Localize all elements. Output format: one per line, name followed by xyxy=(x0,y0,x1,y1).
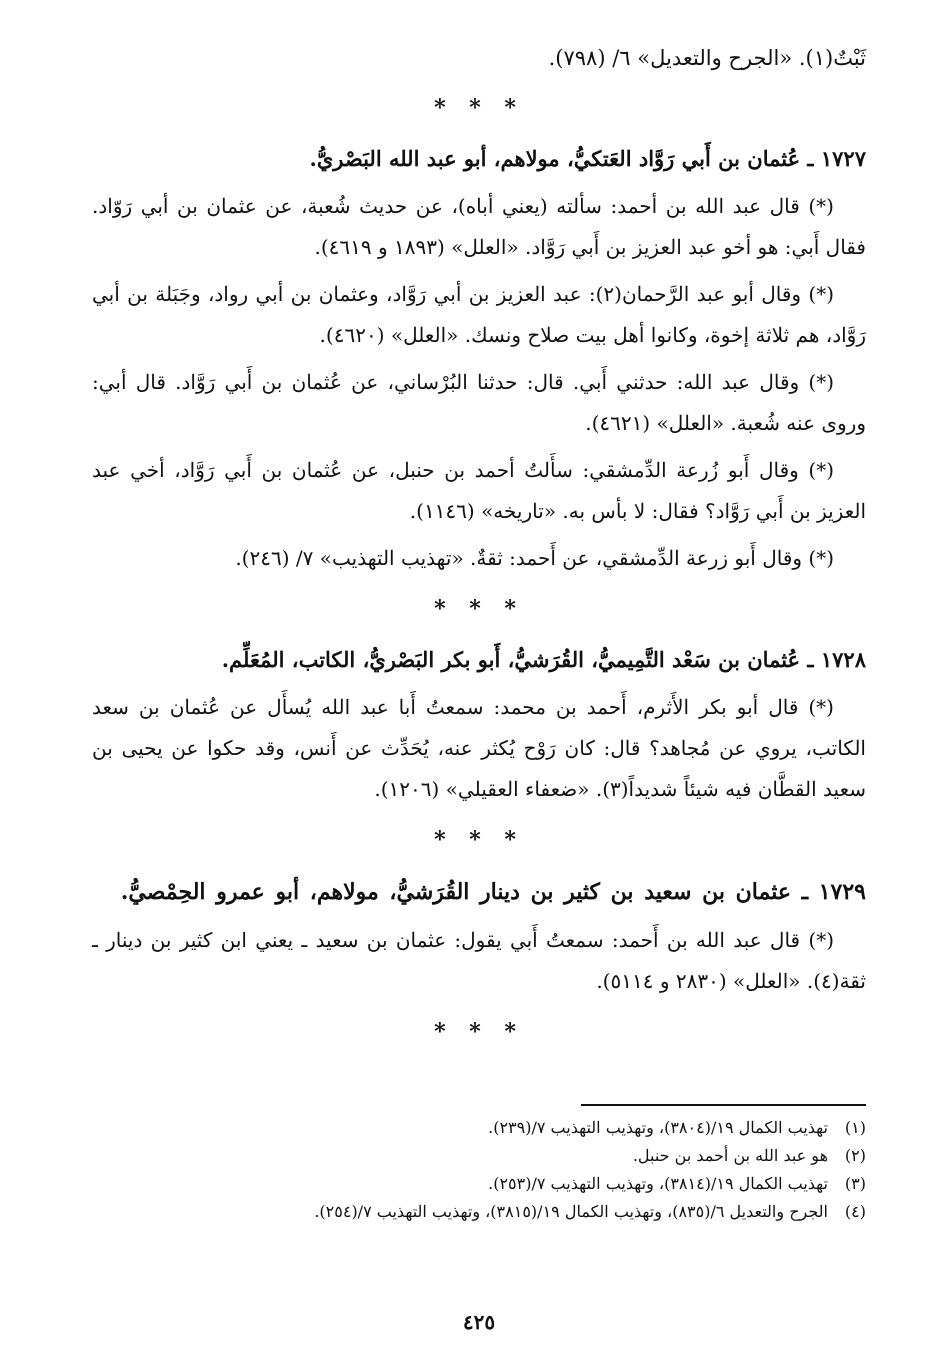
entry-paragraph: (*) وقال أَبو زرعة الدِّمشقي، عن أَحمد: ثقةٌ. «تهذيب التهذيب» ٧/ (٢٤٦). xyxy=(235,546,834,570)
page-number: ٤٢٥ xyxy=(462,1310,496,1334)
continuation-line: ثَبْتٌ(١). «الجرح والتعديل» ٦/ (٧٩٨). xyxy=(548,46,866,70)
entry-heading: ١٧٢٨ ـ عُثمان بن سَعْد التَّمِيميُّ، القُرَشيُّ، أَبو بكر البَصْريُّ، الكاتب، المُعَلِّم. xyxy=(221,647,866,672)
footnote-text: هو عبد الله بن أحمد بن حنبل. xyxy=(632,1146,828,1165)
entry-paragraph: (*) قال أبو بكر الأَثرم، أَحمد بن محمد: سمعتُ أَبا عبد الله يُسأَل عن عُثمان بن سعد الكاتب، يروي عن مُجاهد؟ قال: كان رَوْح يُكثر عنه، يُحَدِّث عن أَنس، وقد حكوا عن يحيى بن سعيد القطَّان فيه شيئاً شديداً(٣). «ضعفاء العقيلي» (١٢٠٦). xyxy=(92,695,866,801)
entry-paragraph: (*) وقال عبد الله: حدثني أَبي. قال: حدثنا البُرْساني، عن عُثمان بن أَبي رَوَّاد. قال أبي: وروى عنه شُعبة. «العلل» (٤٦٢١). xyxy=(92,370,866,435)
footnote-number: (٢) xyxy=(844,1146,866,1165)
footnote-text: الجرح والتعديل ٦/(٨٣٥)، وتهذيب الكمال ١٩/(٣٨١٥)، وتهذيب التهذيب ٧/(٢٥٤). xyxy=(314,1202,828,1221)
footnote xyxy=(92,1170,866,1198)
footnote xyxy=(92,1114,866,1142)
entry-1728 xyxy=(92,639,866,810)
footnote xyxy=(92,1142,866,1170)
entry-heading: ١٧٢٩ ـ عثمان بن سعيد بن كثير بن دينار القُرَشيُّ، مولاهم، أبو عمرو الحِمْصيُّ. xyxy=(120,879,866,905)
entry-1729 xyxy=(92,870,866,1002)
footnote-text: تهذيب الكمال ١٩/(٣٨٠٤)، وتهذيب التهذيب ٧/(٢٣٩). xyxy=(488,1118,828,1137)
entry-paragraph: (*) وقال أبو عبد الرَّحمان(٢): عبد العزيز بن أبي رَوَّاد، وعثمان بن أبي رواد، وجَبَلة بن أبي رَوَّاد، هم ثلاثة إخوة، وكانوا أهل بيت صلاح ونسك. «العلل» (٤٦٢٠). xyxy=(92,282,866,347)
entry-heading: ١٧٢٧ ـ عُثمان بن أَبي رَوَّاد العَتكيُّ، مولاهم، أبو عبد الله البَصْريُّ. xyxy=(309,146,866,171)
footnote-number: (٣) xyxy=(844,1174,866,1193)
section-separator: * * * xyxy=(434,95,524,121)
section-separator: * * * xyxy=(434,1019,524,1045)
footnote-number: (٤) xyxy=(844,1202,866,1221)
book-page xyxy=(92,38,866,1360)
entry-1727 xyxy=(92,138,866,579)
footnote xyxy=(92,1198,866,1226)
section-separator: * * * xyxy=(434,827,524,853)
entry-paragraph: (*) وقال أَبو زُرعة الدِّمشقي: سأَلتُ أحمد بن حنبل، عن عُثمان بن أَبي رَوَّاد، أخي عبد العزيز بن أَبي رَوَّاد؟ فقال: لا بأس به. «تاريخه» (١١٤٦). xyxy=(92,458,866,523)
footnote-number: (١) xyxy=(844,1118,866,1137)
section-separator: * * * xyxy=(434,596,524,622)
footnote-text: تهذيب الكمال ١٩/(٣٨١٤)، وتهذيب التهذيب ٧/(٢٥٣). xyxy=(488,1174,828,1193)
footnotes xyxy=(92,1114,866,1226)
entry-paragraph: (*) قال عبد الله بن أَحمد: سمعتُ أَبي يقول: عثمان بن سعيد ـ يعني ابن كثير بن دينار ـ ثقة(٤). «العلل» (٢٨٣٠ و ٥١١٤). xyxy=(92,928,866,993)
entry-paragraph: (*) قال عبد الله بن أحمد: سألته (يعني أباه)، عن حديث شُعبة، عن عثمان بن أبي رَوّاد. فقال أَبي: هو أخو عبد العزيز بن أَبي رَوَّاد. «العلل» (١٨٩٣ و ٤٦١٩). xyxy=(92,194,866,259)
footnote-rule xyxy=(581,1104,866,1106)
